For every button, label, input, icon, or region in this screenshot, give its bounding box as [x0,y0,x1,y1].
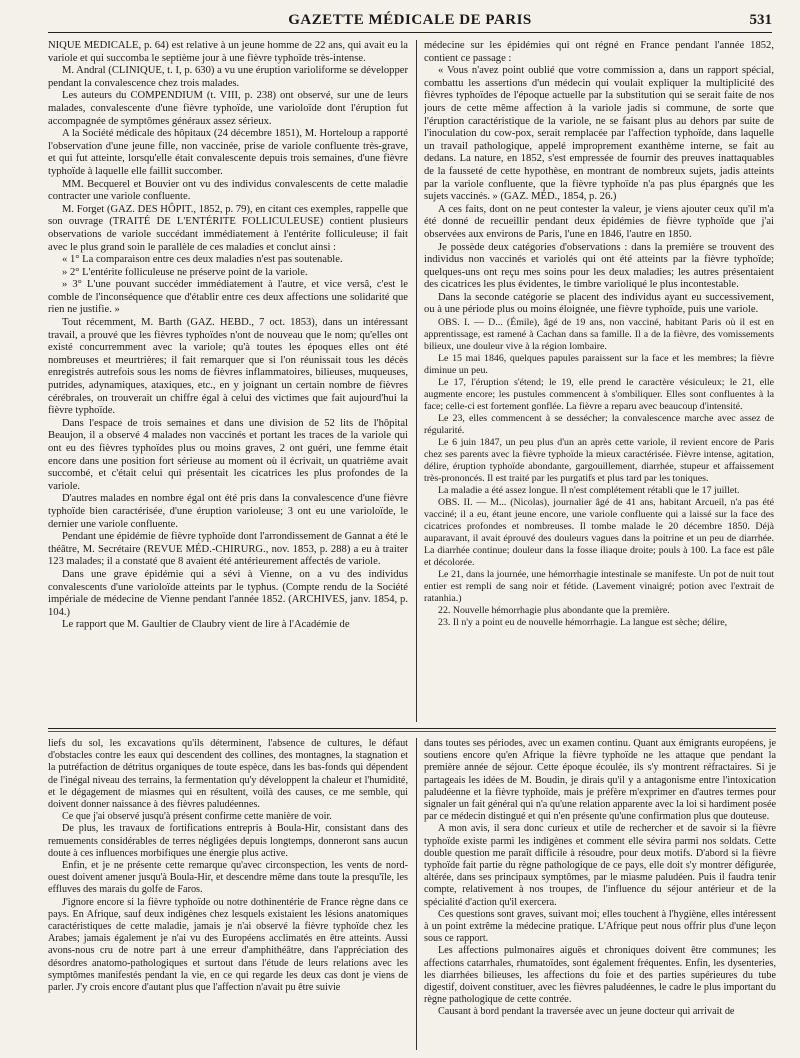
paragraph: A mon avis, il sera donc curieux et utile de rechercher et de savoir si la fièvre typhoïde existe parmi les indigènes et comment elle sévira parmi nos soldats. Cette double question me paraît difficile à résoudre, pour deux motifs. D'abord si la fièvre typhoïde fait partie du règne pathologique de ce pays, elle doit s'y montrer défigurée, altérée, dans ses principaux symptômes, par le miasme paludéen. Puis il faudra tenir compte, relativement à nos troupes, de l'influence du séjour antérieur et de la spécialité d'action qu'il exercera. [424,823,776,908]
observation-paragraph: Le 6 juin 1847, un peu plus d'un an après cette variole, il revient encore de Paris chez ses parents avec la fièvre typhoïde la mieux caractérisée. Fièvre intense, agitation, délire, éruption typhoïde abondante, gargouillement, diarrhée, stupeur et affaissement très-prononcés. Il est traité par les purgatifs et plus tard par les toniques. [424,437,774,485]
paragraph: Pendant une épidémie de fièvre typhoïde dont l'arrondissement de Gannat a été le théâtre, M. Secrétaire (REVUE MÉD.-CHIRURG., nov. 1853, p. 288) a eu à traiter 123 malades; il a constaté que 8 avaient été antérieurement affectés de variole. [48,531,408,568]
paragraph: Les auteurs du COMPENDIUM (t. VIII, p. 238) ont observé, sur une de leurs malades, convalescente d'une fièvre typhoïde, une varioloïde dont l'éruption fut accompagnée de symptômes généraux assez sérieux. [48,90,408,127]
observation-paragraph: La maladie a été assez longue. Il n'est complétement rétabli que le 17 juillet. [438,485,740,497]
page-number: 531 [749,12,772,28]
paragraph: Dans la seconde catégorie se placent des individus ayant eu successivement, ou à une période plus ou moins éloignée, une fièvre typhoïde, puis une variole. [424,291,774,316]
quote-line: « 1° La comparaison entre ces deux maladies n'est pas soutenable. [62,254,343,266]
paragraph: De plus, les travaux de fortifications entrepris à Boula-Hir, consistant dans des remuements considérables de terres négligées depuis longtemps, donneront sans aucun doute à ces influences morbifiques une énergie plus active. [48,823,408,859]
observation-paragraph: Le 21, dans la journée, une hémorrhagie intestinale se manifeste. Un pot de nuit tout entier est rempli de sang noir et fétide. (Lavement vinaigré; potion avec l'extrait de ratanhia.) [424,569,774,605]
paragraph: Causant à bord pendant la traversée avec un jeune docteur qui arrivait de [438,1006,735,1018]
left-column [48,40,408,722]
journal-title: GAZETTE MÉDICALE DE PARIS [288,12,532,28]
paragraph: J'ignore encore si la fièvre typhoïde ou notre dothinentérie de France règne dans ce pays. En Afrique, sauf deux indigènes chez lesquels existaient les lésions anatomiques caractéristiques de cette maladie, jamais je n'ai observé la fièvre typhoïde chez les Arabes; jamais également je n'ai vu des Européens acclimatés en être atteints. Aussi avons-nous cru de notre part à une erreur d'amphithéâtre, dans l'appréciation des désordres anatomo-pathologiques et surtout dans l'étude de leurs relations avec les symptômes manifestés pendant la vie, en ce qui regarde les deux cas dont je viens de parler. J'y crois encore d'autant plus que l'affection n'avait pu être suivie [48,896,408,994]
section-divider [48,731,776,732]
observation-paragraph: OBS. II. — M... (Nicolas), journalier âgé de 41 ans, habitant Arcueil, n'a pas été vacciné; il a eu, étant jeune encore, une variole confluente qui a laissé sur la face des cicatrices profondes et nombreuses. Il tombe malade le 20 décembre 1850. Déjà auparavant, il avait éprouvé des douleurs vagues dans la poitrine et un peu de diarrhée. La diarrhée continue; douleur dans la fosse iliaque droite; pouls à 100. La face est pâle et décolorée. [424,497,774,569]
observation-paragraph: 23. Il n'y a point eu de nouvelle hémorrhagie. La langue est sèche; délire, [438,617,728,629]
observation-paragraph: Le 15 mai 1846, quelques papules paraissent sur la face et les membres; la fièvre diminue un peu. [424,353,774,377]
paragraph: D'autres malades en nombre égal ont été pris dans la convalescence d'une fièvre typhoïde bien caractérisée, d'une éruption varioleuse; 3 ont eu une varioloïde, le dernier une variole confluente. [48,493,408,530]
column-divider [416,40,417,722]
paragraph: liefs du sol, les excavations qu'ils déterminent, l'absence de cultures, le défaut d'obstacles contre les eaux qui descendent des collines, des montagnes, la stagnation et la putréfaction de détritus organiques de toute espèce, dans les bas-fonds qui dépendent de l'inégal niveau des terrains, la fermentation qu'y développent la chaleur et l'humidité, et le dégagement de miasmes qui en résultent, voilà des causes, ce me semble, qui doivent donner naissance à des fièvres paludéennes. [48,738,408,811]
observation-paragraph: 22. Nouvelle hémorrhagie plus abondante que la première. [438,605,670,617]
paragraph: Le rapport que M. Gaultier de Claubry vient de lire à l'Académie de [62,619,350,631]
paragraph: A ces faits, dont on ne peut contester la valeur, je viens ajouter ceux qu'il m'a été donné de recueillir pendant deux épidémies de fièvre typhoïde que j'ai observées aux environs de Paris, l'une en 1846, l'autre en 1850. [424,203,774,240]
quote-paragraph: « Vous n'avez point oublié que votre commission a, dans un rapport spécial, combattu les assertions d'un médecin qui voulait expliquer la multiplicité des fièvres typhoïdes de l'époque actuelle par la substitution qui se serait faite de nos jours de cette même affection à la variole jadis si commune, de sorte que l'éruption caractéristique de la variole, ne se faisant plus au dehors par suite de l'inoculation du cow-pox, serait remplacée par l'affection typhoïde, dans laquelle un travail pathologique, appelé improprement exanthème interne, se fait au dedans. La nature, en 1852, s'est empressée de fournir des preuves inattaquables de la fausseté de cette hypothèse, en montrant de nombreux sujets, jadis atteints par la variole confluente, que la fièvre typhoïde n'a pas plus épargnés que les sujets vaccinés. » (GAZ. MÉD., 1854, p. 26.) [424,65,774,203]
paragraph: NIQUE MÉDICALE, p. 64) est relative à un jeune homme de 22 ans, qui avait eu la variole et qui succomba le septième jour à une fièvre typhoïde très-intense. [48,40,408,64]
paragraph: Les affections pulmonaires aiguës et chroniques doivent être communes; les affections catarrhales, rhumatoïdes, sont également fréquentes. Enfin, les dysenteries, les diarrhées bilieuses, les affections du foie et des parties supérieures du tube digestif, doivent constituer, avec les fièvres paludéennes, le cadre le plus important du règne pathologique de cette contrée. [424,945,776,1006]
quote-line: » 3° L'une pouvant succéder immédiatement à l'autre, et vice versâ, c'est le comble de l'inconséquence que d'établir entre ces deux affections une solidarité que rien ne justifie. » [48,279,408,316]
paragraph: médecine sur les épidémies qui ont régné en France pendant l'année 1852, contient ce passage : [424,40,774,64]
feuilleton-right-column [424,738,776,1050]
paragraph: Dans une grave épidémie qui a sévi à Vienne, on a vu des individus convalescents d'une varioloïde atteints par le typhus. (Compte rendu de la Société impériale de médecine de Vienne pendant l'année 1852. (ARCHIVES, janv. 1854, p. 104.) [48,568,408,618]
column-divider [416,738,417,1050]
quote-line: » 2° L'entérite folliculeuse ne préserve point de la variole. [62,266,308,278]
feuilleton-left-column [48,738,408,1050]
section-divider [48,728,776,729]
paragraph: A la Société médicale des hôpitaux (24 décembre 1851), M. Horteloup a rapporté l'observation d'une jeune fille, non vaccinée, prise de variole confluente très-grave, et qui fut atteinte, lorsqu'elle était convalescente depuis trois semaines, d'une fièvre typhoïde à laquelle elle faillit succomber. [48,128,408,177]
observation-paragraph: Le 17, l'éruption s'étend; le 19, elle prend le caractère vésiculeux; le 21, elle augmente encore; les pustules commencent à s'ombiliquer. Elles sont confluentes à la face; celle-ci est fortement gonflée. La fièvre a reparu avec beaucoup d'intensité. [424,377,774,413]
paragraph: M. Forget (GAZ. DES HÔPIT., 1852, p. 79), en citant ces exemples, rappelle que son ouvrage (TRAITÉ DE L'ENTÉRITE FOLLICULEUSE) contient plusieurs observations de variole succédant immédiatement à l'entérite folliculeuse; il fait avec le plus grand soin le parallèle de ces maladies et conclut ainsi : [48,203,408,253]
paragraph: Enfin, et je ne présente cette remarque qu'avec circonspection, les vents de nord-ouest doivent amener jusqu'à Boula-Hir, et descendre même dans toute la presqu'île, les effluves des marais du golfe de Faros. [48,860,408,896]
paragraph: Ces questions sont graves, suivant moi; elles touchent à l'hygiène, elles intéressent à un point extrême la médecine pratique. L'Afrique peut nous offrir plus d'une leçon sous ce rapport. [424,908,776,945]
paragraph: Ce que j'ai observé jusqu'à présent confirme cette manière de voir. [62,811,332,823]
page-header [48,12,772,33]
paragraph: dans toutes ses périodes, avec un examen continu. Quant aux émigrants européens, je soutiens encore qu'en Afrique la fièvre typhoïde ne les attaque que pendant la première année de séjour. Cette époque écoulée, ils s'y montrent réfractaires. Si je partageais les idées de M. Boudin, je dirais qu'il y a antagonisme entre l'intoxication paludéenne et la fièvre typhoïde, mais je préfère m'exprimer en d'autres termes pour signaler un fait général qui n'a qu'une relation apparente avec la loi si hardiment posée par ce médecin distingué et qui n'en présente qu'une confirmation plus que douteuse. [424,738,776,823]
paragraph: Dans l'espace de trois semaines et dans une division de 52 lits de l'hôpital Beaujon, il a observé 4 malades non vaccinés et portant les traces de la variole qui ont eu des fièvres typhoïdes plus ou moins graves, 2 ont guéri, une femme était encore dans une position fort sérieuse au moment où il écrivait, un quatrième avait succombé, et c'était celui qui présentait les cicatrices les plus profondes de la variole. [48,417,408,492]
paragraph: MM. Becquerel et Bouvier ont vu des individus convalescents de cette maladie contracter une variole confluente. [48,178,408,203]
paragraph: Je possède deux catégories d'observations : dans la première se trouvent des individus non vaccinés et variolés qui ont été atteints par la fièvre typhoïde; quelques-uns ont reçu mes soins pour les deux maladies; les autres présentaient des cicatrices les plus évidentes, le timbre varioliqué le plus incontestable. [424,241,774,291]
right-column [424,40,774,722]
observation-paragraph: OBS. I. — D... (Émile), âgé de 19 ans, non vacciné, habitant Paris où il est en apprentissage, est ramené à Cachan dans sa famille. Il a de la fièvre, des vomissements bilieux, une douleur vive à la région lombaire. [424,317,774,353]
paragraph: Tout récemment, M. Barth (GAZ. HEBD., 7 oct. 1853), dans un intéressant travail, a prouvé que les fièvres typhoïdes n'ont de nouveau que le nom; qu'elles ont existé concurremment avec la variole; qu'à toutes les époques elles ont été nombreuses et meurtrières; il fait remarquer que si l'on réunissait tous les décès enregistrés autrefois sous les noms de fièvres inflammatoires, bilieuses, muqueuses, putrides, adynamiques, ataxiques, etc., en y joignant un certain nombre de fièvres cérébrales, on trouverait un chiffre égal à celui des victimes que fait aujourd'hui la fièvre typhoïde. [48,317,408,417]
paragraph: M. Andral (CLINIQUE, t. I, p. 630) a vu une éruption varioliforme se développer pendant la convalescence chez trois malades. [48,65,408,89]
observation-paragraph: Le 23, elles commencent à se dessécher; la convalescence marche avec assez de régularité. [424,413,774,437]
